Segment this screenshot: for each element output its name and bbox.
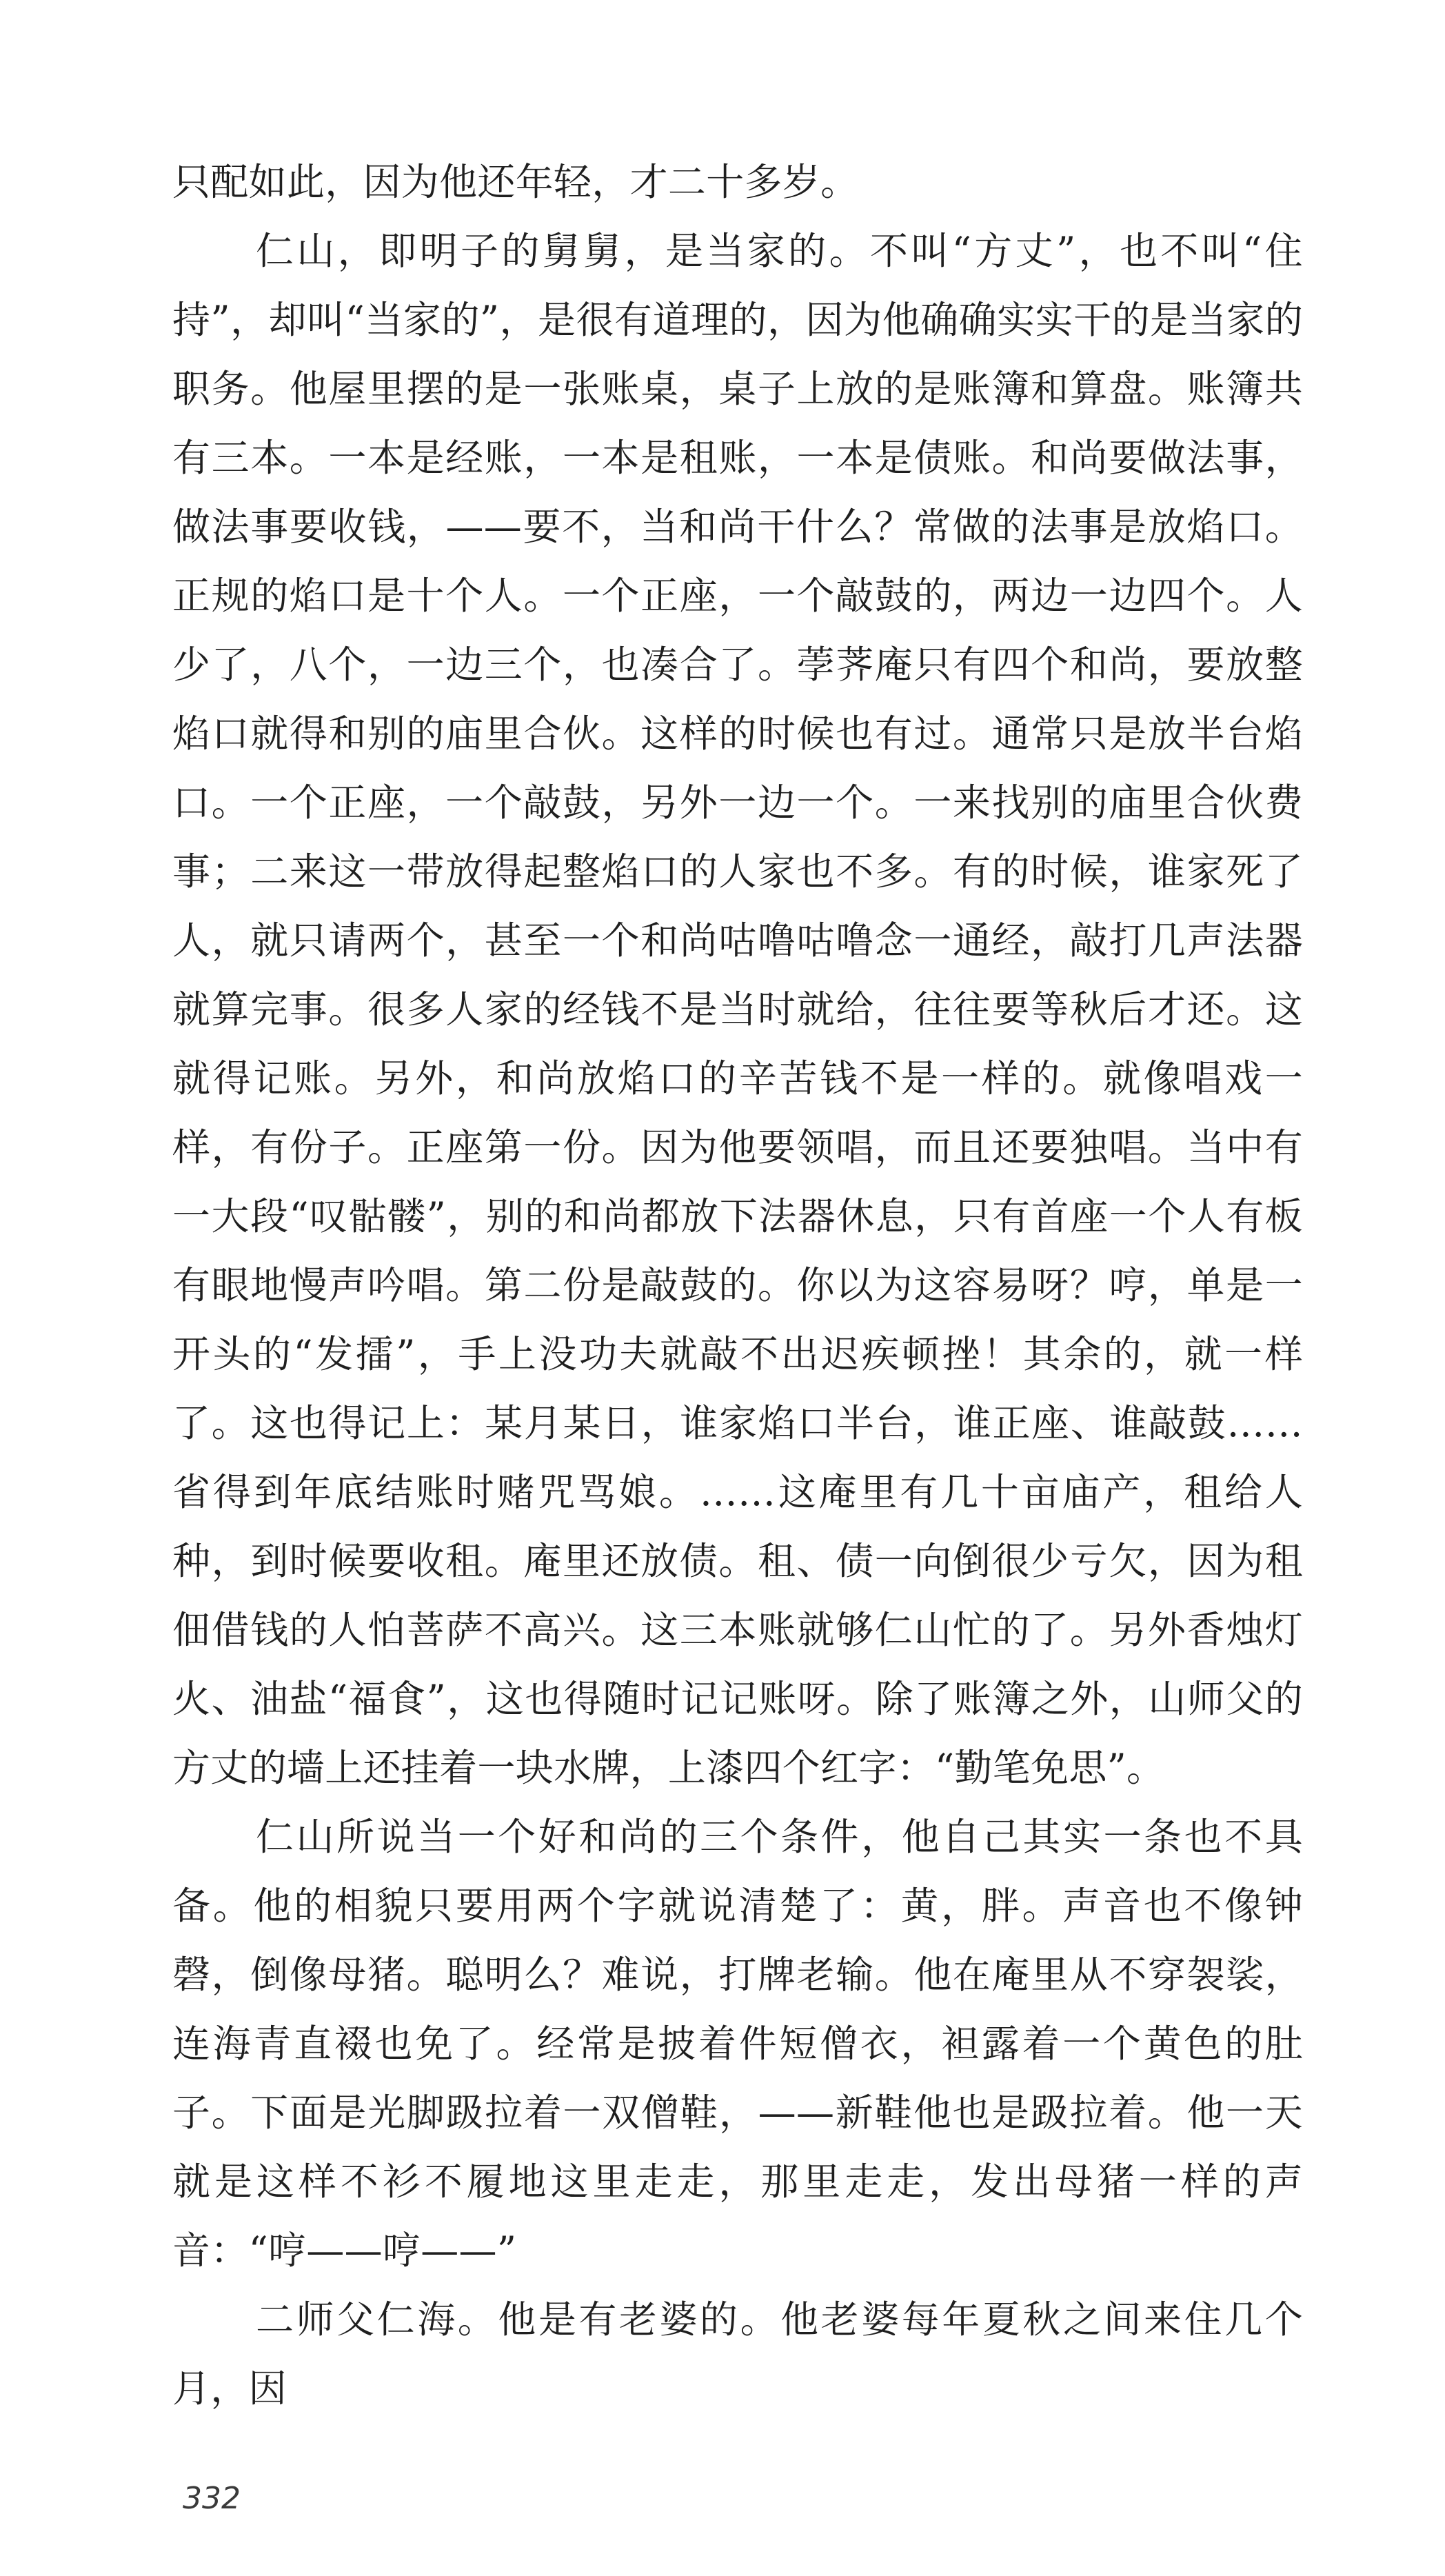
- body-text: [172, 148, 1303, 2423]
- paragraph-2: 仁山，即明子的舅舅，是当家的。不叫“方丈”，也不叫“住持”，却叫“当家的”，是很有道理的，因为他确确实实干的是当家的职务。他屋里摆的是一张账桌，桌子上放的是账簿和算盘。账簿共有三本。一本是经账，一本是租账，一本是债账。和尚要做法事，做法事要收钱，——要不，当和尚干什么？常做的法事是放焰口。正规的焰口是十个人。一个正座，一个敲鼓的，两边一边四个。人少了，八个，一边三个，也凑合了。荸荠庵只有四个和尚，要放整焰口就得和别的庙里合伙。这样的时候也有过。通常只是放半台焰口。一个正座，一个敲鼓，另外一边一个。一来找别的庙里合伙费事；二来这一带放得起整焰口的人家也不多。有的时候，谁家死了人，就只请两个，甚至一个和尚咕噜咕噜念一通经，敲打几声法器就算完事。很多人家的经钱不是当时就给，往往要等秋后才还。这就得记账。另外，和尚放焰口的辛苦钱不是一样的。就像唱戏一样，有份子。正座第一份。因为他要领唱，而且还要独唱。当中有一大段“叹骷髅”，别的和尚都放下法器休息，只有首座一个人有板有眼地慢声吟唱。第二份是敲鼓的。你以为这容易呀？哼，单是一开头的“发擂”，手上没功夫就敲不出迟疾顿挫！其余的，就一样了。这也得记上：某月某日，谁家焰口半台，谁正座、谁敲鼓……省得到年底结账时赌咒骂娘。……这庵里有几十亩庙产，租给人种，到时候要收租。庵里还放债。租、债一向倒很少亏欠，因为租佃借钱的人怕菩萨不高兴。这三本账就够仁山忙的了。另外香烛灯火、油盐“福食”，这也得随时记记账呀。除了账簿之外，山师父的方丈的墙上还挂着一块水牌，上漆四个红字：“勤笔免思”。: [172, 229, 1303, 1790]
- paragraph-4: 二师父仁海。他是有老婆的。他老婆每年夏秋之间来住几个月，因: [172, 2297, 1303, 2411]
- page-number: 332: [183, 2481, 241, 2516]
- paragraph-1: 只配如此，因为他还年轻，才二十多岁。: [172, 160, 859, 204]
- paragraph-3: 仁山所说当一个好和尚的三个条件，他自己其实一条也不具备。他的相貌只要用两个字就说清楚了：黄，胖。声音也不像钟磬，倒像母猪。聪明么？难说，打牌老输。他在庵里从不穿袈裟，连海青直裰也免了。经常是披着件短僧衣，袒露着一个黄色的肚子。下面是光脚趿拉着一双僧鞋，——新鞋他也是趿拉着。他一天就是这样不衫不履地这里走走，那里走走，发出母猪一样的声音：“哼——哼——”: [172, 1815, 1303, 2273]
